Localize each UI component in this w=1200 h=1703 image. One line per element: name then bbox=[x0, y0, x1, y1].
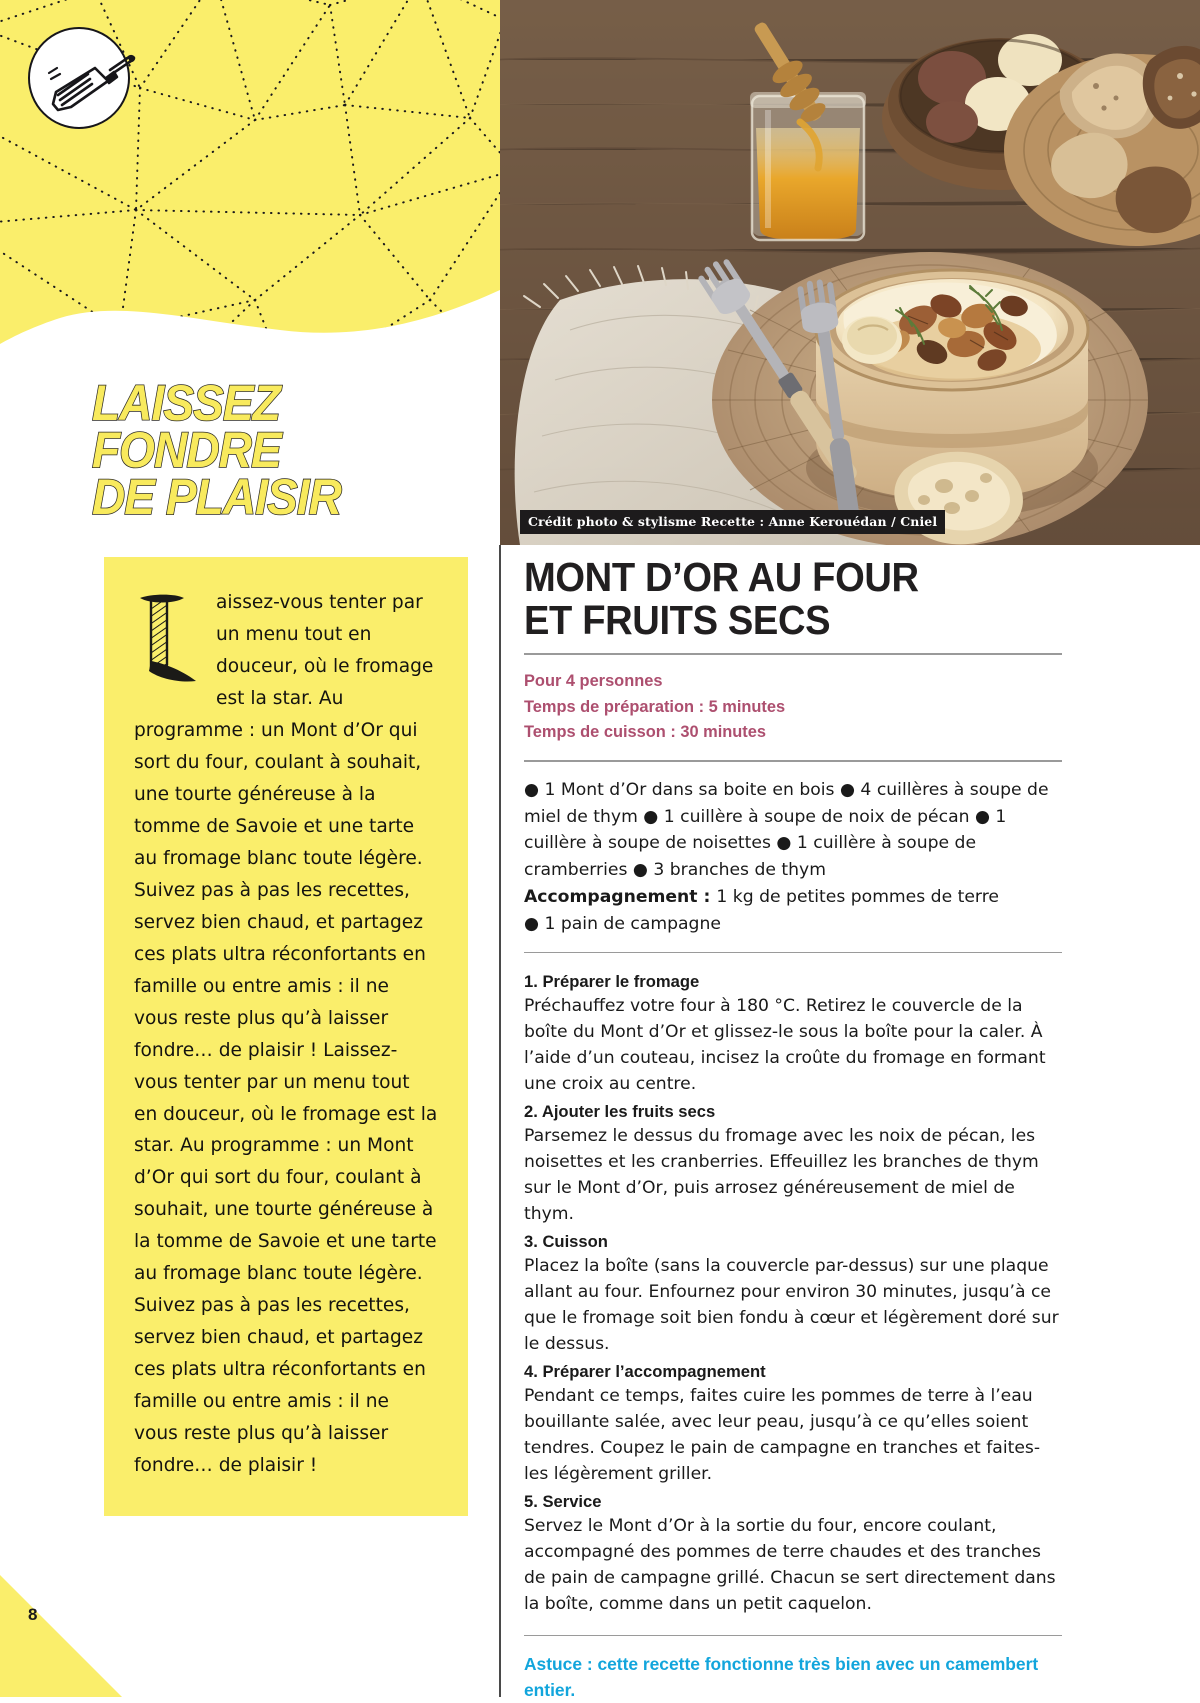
hand-drawn-dropcap-icon bbox=[134, 591, 208, 683]
accompaniment-line bbox=[524, 884, 1062, 911]
step-2-heading: 2. Ajouter les fruits secs bbox=[524, 1102, 716, 1122]
step-3-heading: 3. Cuisson bbox=[524, 1232, 608, 1251]
ingredients-main: ● 1 Mont d’Or dans sa boite en bois ● 4 cuillères à soupe de miel de thym ● 1 cuillère à soupe de noix de pécan ● 1 cuillère à soupe de noisettes ● 1 cuillère à soupe de cramberries ● 3 branches de thym bbox=[524, 779, 1049, 881]
recipe-photo bbox=[500, 0, 1200, 545]
recipe-title-line-1: MONT D’OR AU FOUR bbox=[524, 554, 919, 600]
photo-credit: Crédit photo & stylisme Recette : Anne Kerouédan / Cniel bbox=[520, 510, 945, 534]
recipe-meta bbox=[524, 669, 1062, 747]
divider-2 bbox=[524, 760, 1062, 761]
recipe-title-line-2: ET FRUITS SECS bbox=[524, 596, 831, 643]
accompaniment-value: 1 kg de petites pommes de terre bbox=[716, 887, 999, 908]
headline-line-1: LAISSEZ FONDRE bbox=[92, 375, 281, 478]
recipe-article bbox=[524, 556, 1062, 1703]
corner-triangle bbox=[0, 1575, 122, 1697]
recipe-steps bbox=[524, 969, 1062, 1618]
meta-servings: Pour 4 personnes bbox=[524, 671, 663, 690]
page-number: 8 bbox=[28, 1605, 38, 1624]
headline-line-2: DE PLAISIR bbox=[92, 469, 341, 525]
accompaniment-label: Accompagnement : bbox=[524, 887, 717, 908]
divider-4 bbox=[524, 1635, 1062, 1636]
meta-prep-time: Temps de préparation : 5 minutes bbox=[524, 697, 786, 716]
step-1-heading: 1. Préparer le fromage bbox=[524, 972, 700, 992]
step-2-body: Parsemez le dessus du fromage avec les noix de pécan, les noisettes et les cranberries. Effeuillez les branches de thym sur le Mont d’Or, puis arrosez généreusement de miel de thym. bbox=[524, 1126, 1039, 1225]
left-column bbox=[0, 375, 500, 1516]
intro-body-text: aissez-vous tenter par un menu tout en douceur, où le fromage est la star. Au programme : un Mont d’Or qui sort du four, coulant à souhait, une tourte généreuse à la tomme de Savoie et une tarte au fromage blanc toute légère. Suivez pas à pas les recettes, servez bien chaud, et partagez ces plats ultra réconfortants en famille ou entre amis : il ne vous reste plus qu’à laisser fondre… de plaisir ! Laissez-vous tenter par un menu tout en douceur, où le fromage est la star. Au programme : un Mont d’Or qui sort du four, coulant à souhait, une tourte généreuse à la tomme de Savoie et une tarte au fromage blanc toute légère. Suivez pas à pas les recettes, servez bien chaud, et partagez ces plats ultra réconfortants en famille ou entre amis : il ne vous reste plus qu’à laisser fondre… de plaisir ! bbox=[134, 592, 438, 1477]
step-3-body: Placez la boîte (sans la couvercle par-dessus) sur une plaque allant au four. Enfournez pour environ 30 minutes, jusqu’à ce que le fromage soit bien fondu à cœur et légèrement doré sur le dessus. bbox=[524, 1256, 1059, 1354]
intro-panel bbox=[104, 557, 468, 1516]
meta-cook-time: Temps de cuisson : 30 minutes bbox=[524, 723, 766, 742]
spatula-icon bbox=[18, 35, 138, 131]
recipe-photo-illustration bbox=[500, 0, 1200, 545]
step-4-heading: 4. Préparer l’accompagnement bbox=[524, 1361, 766, 1381]
accompaniment-extra: ● 1 pain de campagne bbox=[524, 913, 721, 934]
step-1-body: Préchauffez votre four à 180 °C. Retirez le couvercle de la boîte du Mont d’Or et glissez-le sous la boîte pour la caler. À l’aide d’un couteau, incisez la croûte du fromage en formant une croix au centre. bbox=[524, 996, 1046, 1095]
step-4-body: Pendant ce temps, faites cuire les pommes de terre à l’eau bouillante salée, avec leur peau, jusqu’à ce qu’elles soient tendres. Coupez le pain de campagne en tranches et faites-les légèrement griller. bbox=[524, 1385, 1041, 1484]
ingredients-list bbox=[524, 777, 1062, 938]
recipe-title bbox=[524, 556, 1024, 641]
step-5-heading: 5. Service bbox=[524, 1491, 602, 1511]
dropcap-L bbox=[134, 591, 208, 683]
spatula-badge bbox=[28, 27, 130, 129]
page-headline bbox=[92, 375, 460, 525]
astuce-tip: Astuce : cette recette fonctionne très bien avec un camembert entier. bbox=[524, 1654, 1039, 1701]
divider-1 bbox=[524, 653, 1062, 654]
divider-3 bbox=[524, 952, 1062, 953]
step-5-body: Servez le Mont d’Or à la sortie du four, encore coulant, accompagné des pommes de terre chaudes et des tranches de pain de campagne grillé. Chacun se sert directement dans la boîte, comme dans un petit caquelon. bbox=[524, 1515, 1056, 1614]
